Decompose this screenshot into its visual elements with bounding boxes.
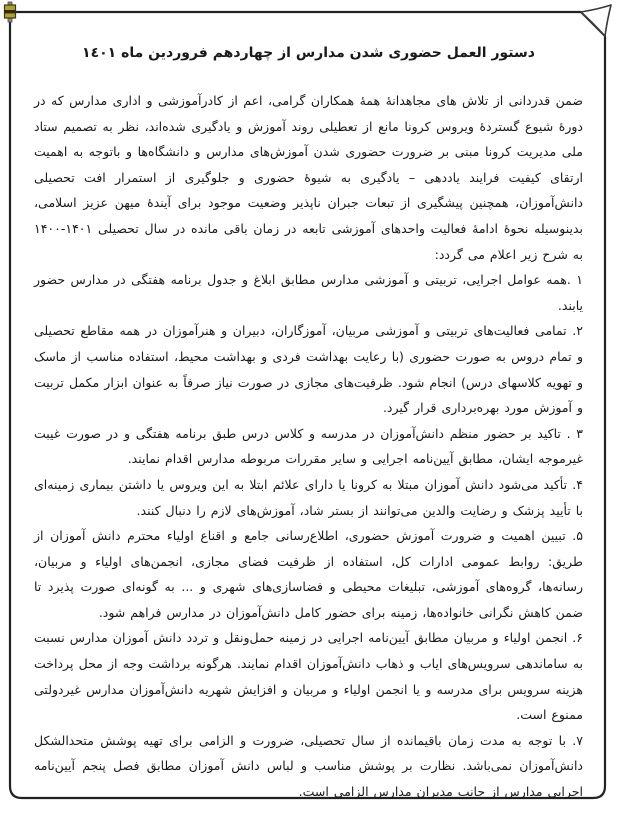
directive-item-1: ۱ .همه عوامل اجرایی، تربیتی و آموزشی مدارس مطابق ابلاغ و جدول برنامه هفتگی در مدارس حضور یابند.	[34, 272, 583, 313]
document-content	[34, 42, 583, 805]
pushpin-icon	[5, 2, 16, 22]
directive-item-2: ۲. تمامی فعالیت‌های تربیتی و آموزشی مربیان، آموزگاران، دبیران و هنرآموزان در همه مقاطع تحصیلی و تمام دروس به صورت حضوری (با رعایت بهداشت فردی و بهداشت محیط، استفاده مناسب از ماسک و تهویه کلاسهای درس) انجام شود. ظرفیت‌های مجازی در صورت نیاز صرفاً به عنوان ابزار مکمل تربیت و آموزش مورد بهره‌برداری قرار گیرد.	[34, 323, 583, 416]
directive-item-5: ۵. تبیین اهمیت و ضرورت آموزش حضوری، اطلاع‌رسانی جامع و اقناع اولیاء محترم دانش آموزان از طریق: روابط عمومی ادارات کل، استفاده از ظرفیت فضای مجازی، انجمن‌های اولیاء و مربیان، رسانه‌ها، گروه‌های آموزشی، تبلیغات محیطی و فضاسازی‌های شهری و ... به گونه‌ای صورت پذیرد تا ضمن کاهش نگرانی خانواده‌ها، زمینه برای حضور کامل دانش‌آموزان در مدارس فراهم شود.	[34, 528, 583, 620]
directive-item-6: ۶. انجمن اولیاء و مربیان مطابق آیین‌نامه اجرایی در زمینه حمل‌ونقل و تردد دانش آموزان مدارس نسبت به ساماندهی سرویس‌های ایاب و ذهاب دانش‌آموزان اقدام نمایند. هرگونه برداشت وجه از محل پرداخت هزینه سرویس برای مدرسه و یا انجمن اولیاء و مربیان و افزایش شهریه دانش‌آموزان مدارس غیردولتی ممنوع است.	[34, 630, 583, 723]
folded-corner-icon	[581, 5, 611, 36]
intro-paragraph: ضمن قدردانی از تلاش های مجاهدانهٔ همهٔ همکاران گرامی، اعم از کادرآموزشی و اداری مدارس که در دورهٔ شیوع گستردهٔ ویروس کرونا مانع از تعطیلی روند آموزش و یادگیری شده‌اند، نظر به تصمیم ستاد ملی مدیریت کرونا مبنی بر ضرورت حضوری شدن آموزش‌های مدارس و دانشگاه‌ها و باتوجه به اهمیت ارتقای کیفیت فرایند یاددهی – یادگیری به شیوهٔ حضوری و جلوگیری از استمرار افت تحصیلی دانش‌آموزان، همچنین پیشگیری از تبعات جبران ناپذیر وضعیت موجود برای آیندهٔ میهن عزیز اسلامی، بدینوسیله نحوهٔ ادامهٔ فعالیت واحدهای آموزشی تابعه در زمان باقی مانده در سال تحصیلی ۱۴۰۱-۱۴۰۰ به شرح زیر اعلام می گردد:	[34, 93, 583, 262]
directive-item-7: ۷. با توجه به مدت زمان باقیمانده از سال تحصیلی، ضرورت و الزامی برای تهیه پوشش متحدالشکل دانش‌آموزان نمی‌باشد. نظارت بر پوشش مناسب و لباس دانش آموزان مطابق فصل پنجم آیین‌نامه اجرایی مدارس از جانب مدیران مدارس الزامی است.	[34, 732, 583, 800]
directive-item-3: ۳ . تاکید بر حضور منظم دانش‌آموزان در مدرسه و کلاس درس طبق برنامه هفتگی و در صورت غیبت غیرموجه ایشان، مطابق آیین‌نامه اجرایی و سایر مقررات مربوطه مدارس اقدام نمایند.	[34, 425, 583, 467]
directive-item-4: ۴. تأکید می‌شود دانش آموزان مبتلا به کرونا یا دارای علائم ابتلا به این ویروس یا داشتن بیماری زمینه‌ای با تأیید پزشک و رضایت والدین می‌توانند از بستر شاد، آموزش‌های لازم را دنبال کنند.	[34, 476, 583, 518]
document-title: دستور العمل حضوری شدن مدارس از چهاردهم فروردین ماه ١٤٠١	[82, 45, 535, 61]
